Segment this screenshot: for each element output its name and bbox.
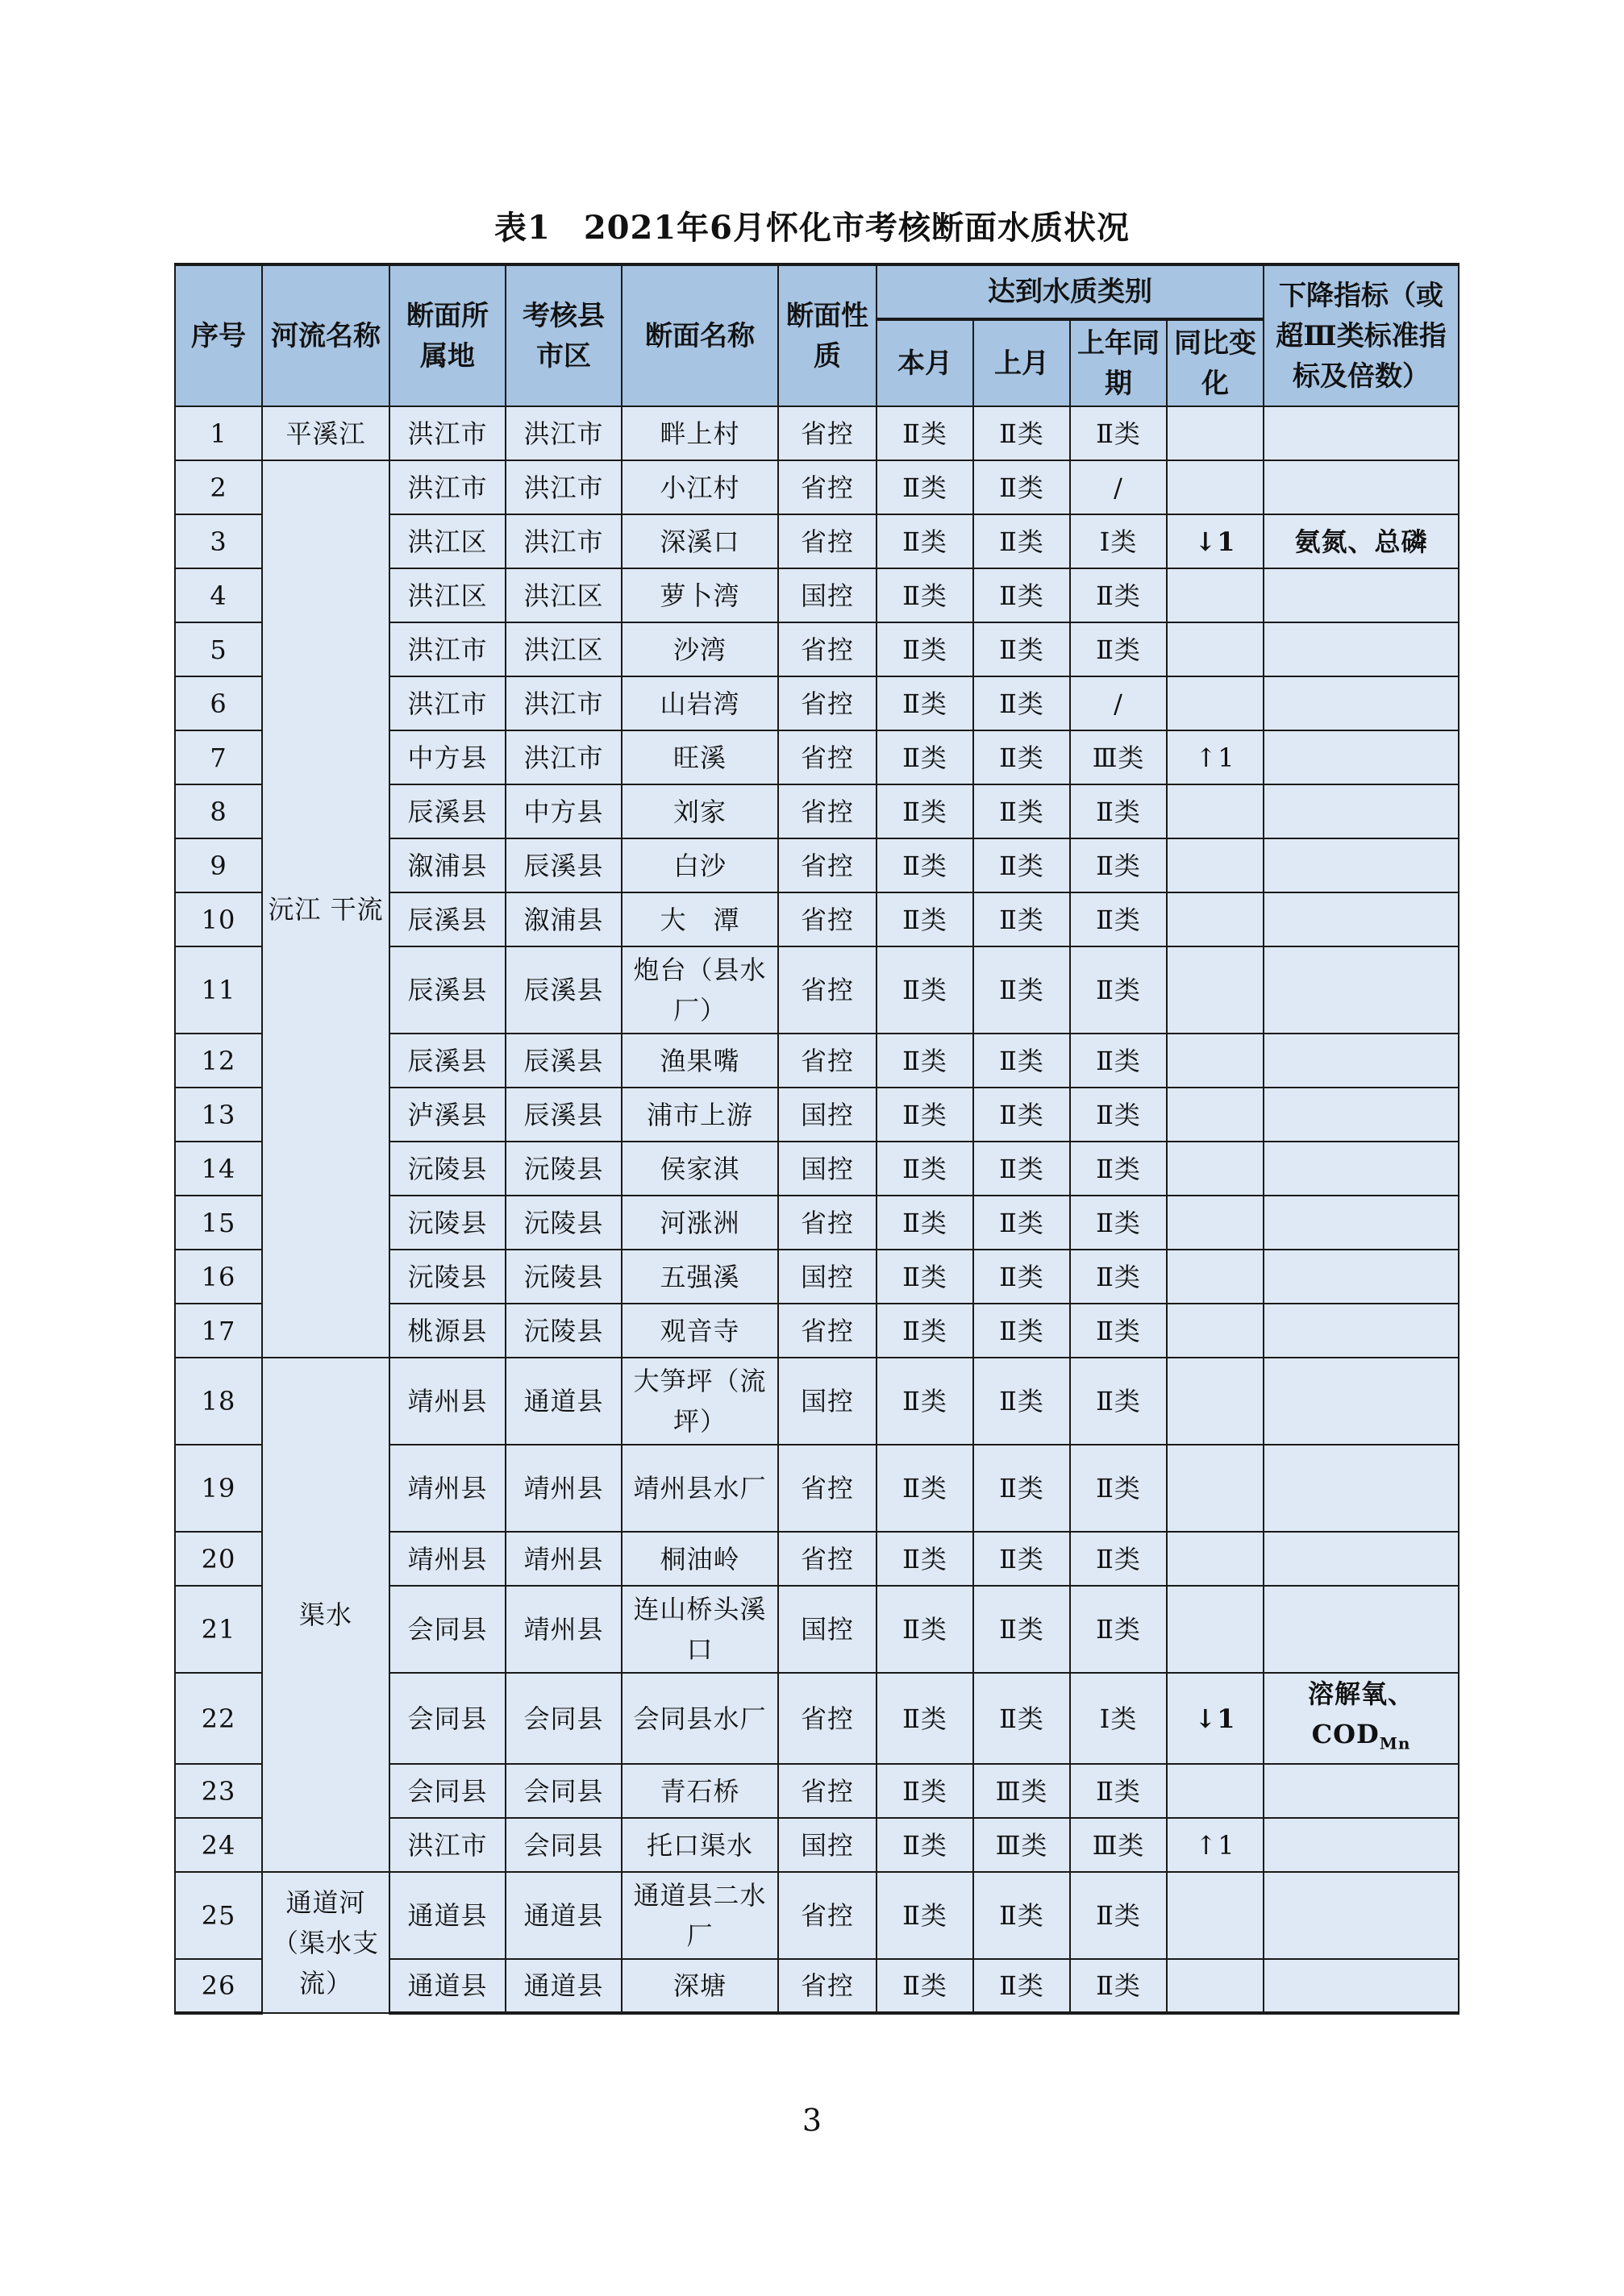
cell-location: 靖州县 xyxy=(389,1532,506,1586)
cell-indicator xyxy=(1264,460,1459,514)
cell-county: 洪江区 xyxy=(506,568,622,622)
cell-last-month: Ⅱ类 xyxy=(973,1586,1070,1673)
cell-last-year: Ⅱ类 xyxy=(1070,1142,1167,1196)
cell-seq: 4 xyxy=(175,568,262,622)
cell-last-year: Ⅱ类 xyxy=(1070,1959,1167,2013)
cell-section-name: 桐油岭 xyxy=(622,1532,778,1586)
cell-this-month: Ⅱ类 xyxy=(877,892,973,946)
cell-section-nature: 省控 xyxy=(778,838,877,892)
cell-last-year: Ⅱ类 xyxy=(1070,568,1167,622)
cell-last-year: Ⅱ类 xyxy=(1070,1088,1167,1142)
table-title: 表1 2021年6月怀化市考核断面水质状况 xyxy=(494,209,1130,247)
cell-county: 沅陵县 xyxy=(506,1142,622,1196)
cell-change: ↑1 xyxy=(1167,1818,1264,1872)
cell-section-name: 白沙 xyxy=(622,838,778,892)
cell-river: 沅江 干流 xyxy=(262,460,389,1358)
cell-river: 平溪江 xyxy=(262,406,389,460)
cell-this-month: Ⅱ类 xyxy=(877,514,973,568)
cell-location: 泸溪县 xyxy=(389,1088,506,1142)
cell-indicator xyxy=(1264,838,1459,892)
cell-last-year: Ⅰ类 xyxy=(1070,514,1167,568)
cell-change xyxy=(1167,838,1264,892)
cell-county: 辰溪县 xyxy=(506,838,622,892)
cell-section-nature: 国控 xyxy=(778,1586,877,1673)
cell-last-year: Ⅱ类 xyxy=(1070,1872,1167,1959)
cell-this-month: Ⅱ类 xyxy=(877,784,973,838)
cell-section-nature: 省控 xyxy=(778,892,877,946)
cell-location: 会同县 xyxy=(389,1673,506,1764)
cell-section-nature: 省控 xyxy=(778,1532,877,1586)
cell-section-name: 通道县二水厂 xyxy=(622,1872,778,1959)
cell-this-month: Ⅱ类 xyxy=(877,460,973,514)
cell-last-month: Ⅱ类 xyxy=(973,1142,1070,1196)
cell-last-month: Ⅱ类 xyxy=(973,460,1070,514)
cell-county: 沅陵县 xyxy=(506,1304,622,1358)
cell-section-nature: 省控 xyxy=(778,784,877,838)
cell-change xyxy=(1167,406,1264,460)
cell-section-nature: 省控 xyxy=(778,406,877,460)
cell-section-nature: 国控 xyxy=(778,1818,877,1872)
cell-county: 洪江市 xyxy=(506,406,622,460)
cell-last-month: Ⅲ类 xyxy=(973,1764,1070,1818)
cell-change xyxy=(1167,676,1264,730)
cell-this-month: Ⅱ类 xyxy=(877,1445,973,1532)
cell-location: 中方县 xyxy=(389,730,506,784)
cell-location: 辰溪县 xyxy=(389,784,506,838)
cell-last-month: Ⅱ类 xyxy=(973,730,1070,784)
cell-section-nature: 省控 xyxy=(778,676,877,730)
cell-change xyxy=(1167,892,1264,946)
cell-section-nature: 省控 xyxy=(778,1872,877,1959)
cell-last-month: Ⅲ类 xyxy=(973,1818,1070,1872)
cell-section-nature: 省控 xyxy=(778,514,877,568)
cell-section-name: 沙湾 xyxy=(622,622,778,676)
water-quality-table xyxy=(174,263,1460,2015)
cell-county: 通道县 xyxy=(506,1959,622,2013)
table-row xyxy=(175,1872,1459,1959)
cell-indicator xyxy=(1264,1250,1459,1304)
cell-last-month: Ⅱ类 xyxy=(973,1445,1070,1532)
cell-location: 洪江市 xyxy=(389,406,506,460)
cell-this-month: Ⅱ类 xyxy=(877,1959,973,2013)
cell-last-month: Ⅱ类 xyxy=(973,406,1070,460)
cell-seq: 20 xyxy=(175,1532,262,1586)
cell-change xyxy=(1167,1445,1264,1532)
cell-last-month: Ⅱ类 xyxy=(973,1250,1070,1304)
cell-seq: 13 xyxy=(175,1088,262,1142)
table-header xyxy=(175,264,1459,406)
page-number: 3 xyxy=(802,2103,822,2138)
cell-last-month: Ⅱ类 xyxy=(973,1532,1070,1586)
cell-county: 会同县 xyxy=(506,1764,622,1818)
cell-seq: 12 xyxy=(175,1034,262,1088)
cell-section-name: 山岩湾 xyxy=(622,676,778,730)
header-section-name: 断面名称 xyxy=(622,264,778,406)
cell-indicator xyxy=(1264,1088,1459,1142)
cell-indicator xyxy=(1264,1818,1459,1872)
cell-section-nature: 国控 xyxy=(778,1358,877,1445)
cell-last-year: Ⅱ类 xyxy=(1070,1445,1167,1532)
cell-last-year: Ⅲ类 xyxy=(1070,730,1167,784)
cell-section-name: 大笋坪（流坪） xyxy=(622,1358,778,1445)
cell-section-name: 五强溪 xyxy=(622,1250,778,1304)
cell-this-month: Ⅱ类 xyxy=(877,838,973,892)
cell-this-month: Ⅱ类 xyxy=(877,1358,973,1445)
cell-indicator xyxy=(1264,676,1459,730)
cell-location: 辰溪县 xyxy=(389,1034,506,1088)
cell-change xyxy=(1167,1764,1264,1818)
cell-last-year: / xyxy=(1070,676,1167,730)
cell-county: 辰溪县 xyxy=(506,1088,622,1142)
cell-river: 渠水 xyxy=(262,1358,389,1872)
cell-indicator xyxy=(1264,568,1459,622)
cell-county: 溆浦县 xyxy=(506,892,622,946)
cell-indicator xyxy=(1264,892,1459,946)
cell-last-month: Ⅱ类 xyxy=(973,784,1070,838)
cell-this-month: Ⅱ类 xyxy=(877,406,973,460)
cell-county: 中方县 xyxy=(506,784,622,838)
cell-indicator xyxy=(1264,1959,1459,2013)
cell-location: 会同县 xyxy=(389,1764,506,1818)
cell-county: 洪江区 xyxy=(506,622,622,676)
cell-seq: 6 xyxy=(175,676,262,730)
cell-section-nature: 省控 xyxy=(778,1196,877,1250)
cell-indicator xyxy=(1264,1586,1459,1673)
header-last-year: 上年同期 xyxy=(1070,319,1167,406)
header-indicator: 下降指标（或超Ⅲ类标准指标及倍数） xyxy=(1264,264,1459,406)
cell-section-name: 河涨洲 xyxy=(622,1196,778,1250)
cell-location: 洪江市 xyxy=(389,460,506,514)
cell-last-year: Ⅱ类 xyxy=(1070,406,1167,460)
cell-last-month: Ⅱ类 xyxy=(973,1034,1070,1088)
cell-section-nature: 国控 xyxy=(778,1250,877,1304)
cell-section-name: 托口渠水 xyxy=(622,1818,778,1872)
cell-indicator xyxy=(1264,1304,1459,1358)
cell-last-year: Ⅱ类 xyxy=(1070,1358,1167,1445)
cell-this-month: Ⅱ类 xyxy=(877,946,973,1034)
cell-indicator xyxy=(1264,406,1459,460)
cell-seq: 14 xyxy=(175,1142,262,1196)
indicator-text: 溶解氧、 xyxy=(1307,1678,1414,1709)
cell-change xyxy=(1167,1959,1264,2013)
cell-county: 靖州县 xyxy=(506,1445,622,1532)
cell-change xyxy=(1167,1872,1264,1959)
cell-change xyxy=(1167,1304,1264,1358)
cell-section-name: 侯家淇 xyxy=(622,1142,778,1196)
cell-this-month: Ⅱ类 xyxy=(877,1196,973,1250)
cell-seq: 18 xyxy=(175,1358,262,1445)
header-location: 断面所属地 xyxy=(389,264,506,406)
cell-last-year: Ⅱ类 xyxy=(1070,1532,1167,1586)
cell-change xyxy=(1167,946,1264,1034)
header-river: 河流名称 xyxy=(262,264,389,406)
cell-indicator xyxy=(1264,1445,1459,1532)
cell-last-year: Ⅱ类 xyxy=(1070,1586,1167,1673)
cell-change xyxy=(1167,1142,1264,1196)
cell-this-month: Ⅱ类 xyxy=(877,1250,973,1304)
cell-seq: 25 xyxy=(175,1872,262,1959)
cell-section-nature: 省控 xyxy=(778,1959,877,2013)
cell-section-name: 浦市上游 xyxy=(622,1088,778,1142)
cell-change xyxy=(1167,1196,1264,1250)
cell-section-nature: 国控 xyxy=(778,568,877,622)
cell-location: 辰溪县 xyxy=(389,892,506,946)
cell-section-nature: 省控 xyxy=(778,1445,877,1532)
cell-seq: 10 xyxy=(175,892,262,946)
header-category-group: 达到水质类别 xyxy=(877,264,1264,319)
cell-county: 通道县 xyxy=(506,1872,622,1959)
cell-this-month: Ⅱ类 xyxy=(877,1304,973,1358)
cell-section-name: 观音寺 xyxy=(622,1304,778,1358)
cell-last-month: Ⅱ类 xyxy=(973,1358,1070,1445)
cell-indicator xyxy=(1264,1532,1459,1586)
cell-indicator xyxy=(1264,730,1459,784)
cell-change xyxy=(1167,1532,1264,1586)
cell-last-year: Ⅱ类 xyxy=(1070,1764,1167,1818)
cell-seq: 11 xyxy=(175,946,262,1034)
cell-last-month: Ⅱ类 xyxy=(973,1673,1070,1764)
cell-section-name: 连山桥头溪口 xyxy=(622,1586,778,1673)
cell-change xyxy=(1167,568,1264,622)
cell-section-nature: 省控 xyxy=(778,1764,877,1818)
cell-last-month: Ⅱ类 xyxy=(973,622,1070,676)
cell-last-month: Ⅱ类 xyxy=(973,1959,1070,2013)
cell-last-year: Ⅱ类 xyxy=(1070,622,1167,676)
cell-seq: 9 xyxy=(175,838,262,892)
cell-section-nature: 国控 xyxy=(778,1088,877,1142)
cell-section-name: 青石桥 xyxy=(622,1764,778,1818)
cell-section-nature: 省控 xyxy=(778,730,877,784)
cell-section-name: 深溪口 xyxy=(622,514,778,568)
cell-county: 会同县 xyxy=(506,1673,622,1764)
cell-seq: 23 xyxy=(175,1764,262,1818)
cell-location: 洪江市 xyxy=(389,676,506,730)
header-county: 考核县市区 xyxy=(506,264,622,406)
header-change: 同比变化 xyxy=(1167,319,1264,406)
cell-last-year: Ⅱ类 xyxy=(1070,838,1167,892)
cell-county: 沅陵县 xyxy=(506,1250,622,1304)
cell-this-month: Ⅱ类 xyxy=(877,1142,973,1196)
cell-last-month: Ⅱ类 xyxy=(973,1304,1070,1358)
cell-last-year: Ⅱ类 xyxy=(1070,1034,1167,1088)
cell-seq: 15 xyxy=(175,1196,262,1250)
cell-indicator xyxy=(1264,1358,1459,1445)
cell-this-month: Ⅱ类 xyxy=(877,1818,973,1872)
cell-location: 通道县 xyxy=(389,1959,506,2013)
cell-last-month: Ⅱ类 xyxy=(973,946,1070,1034)
cell-indicator xyxy=(1264,622,1459,676)
table-row xyxy=(175,406,1459,460)
cell-county: 洪江市 xyxy=(506,514,622,568)
cell-change xyxy=(1167,622,1264,676)
cell-last-year: Ⅰ类 xyxy=(1070,1673,1167,1764)
cell-location: 辰溪县 xyxy=(389,946,506,1034)
cell-last-year: Ⅱ类 xyxy=(1070,1304,1167,1358)
cell-county: 洪江市 xyxy=(506,460,622,514)
cell-location: 桃源县 xyxy=(389,1304,506,1358)
cell-indicator xyxy=(1264,1673,1459,1764)
cell-county: 通道县 xyxy=(506,1358,622,1445)
cell-seq: 2 xyxy=(175,460,262,514)
cell-change xyxy=(1167,1250,1264,1304)
indicator-cod: COD xyxy=(1311,1719,1380,1749)
cell-last-year: Ⅲ类 xyxy=(1070,1818,1167,1872)
indicator-cod-subscript: Mn xyxy=(1379,1733,1411,1753)
cell-location: 通道县 xyxy=(389,1872,506,1959)
cell-this-month: Ⅱ类 xyxy=(877,568,973,622)
cell-seq: 3 xyxy=(175,514,262,568)
cell-location: 洪江区 xyxy=(389,568,506,622)
cell-section-name: 靖州县水厂 xyxy=(622,1445,778,1532)
cell-location: 靖州县 xyxy=(389,1445,506,1532)
cell-location: 溆浦县 xyxy=(389,838,506,892)
cell-indicator xyxy=(1264,1034,1459,1088)
table-row xyxy=(175,460,1459,514)
table-row xyxy=(175,1358,1459,1445)
cell-location: 靖州县 xyxy=(389,1358,506,1445)
cell-section-nature: 省控 xyxy=(778,1304,877,1358)
cell-county: 洪江市 xyxy=(506,676,622,730)
cell-indicator xyxy=(1264,784,1459,838)
header-section-nature: 断面性质 xyxy=(778,264,877,406)
cell-county: 靖州县 xyxy=(506,1586,622,1673)
cell-location: 洪江市 xyxy=(389,1818,506,1872)
cell-change: ↓1 xyxy=(1167,514,1264,568)
cell-indicator xyxy=(1264,946,1459,1034)
cell-last-month: Ⅱ类 xyxy=(973,892,1070,946)
header-last-month: 上月 xyxy=(973,319,1070,406)
cell-indicator: 氨氮、总磷 xyxy=(1264,514,1459,568)
cell-section-nature: 省控 xyxy=(778,946,877,1034)
cell-section-nature: 国控 xyxy=(778,1142,877,1196)
cell-this-month: Ⅱ类 xyxy=(877,1764,973,1818)
cell-county: 会同县 xyxy=(506,1818,622,1872)
cell-section-name: 深塘 xyxy=(622,1959,778,2013)
cell-this-month: Ⅱ类 xyxy=(877,1872,973,1959)
cell-this-month: Ⅱ类 xyxy=(877,676,973,730)
cell-county: 辰溪县 xyxy=(506,1034,622,1088)
cell-last-month: Ⅱ类 xyxy=(973,568,1070,622)
cell-seq: 17 xyxy=(175,1304,262,1358)
cell-last-month: Ⅱ类 xyxy=(973,676,1070,730)
cell-change: ↑1 xyxy=(1167,730,1264,784)
cell-county: 沅陵县 xyxy=(506,1196,622,1250)
cell-section-nature: 省控 xyxy=(778,1673,877,1764)
cell-seq: 22 xyxy=(175,1673,262,1764)
cell-change: ↓1 xyxy=(1167,1673,1264,1764)
cell-river: 通道河（渠水支流） xyxy=(262,1872,389,2013)
cell-section-name: 大 潭 xyxy=(622,892,778,946)
cell-last-month: Ⅱ类 xyxy=(973,514,1070,568)
cell-this-month: Ⅱ类 xyxy=(877,1673,973,1764)
header-this-month: 本月 xyxy=(877,319,973,406)
cell-section-nature: 省控 xyxy=(778,622,877,676)
cell-section-name: 旺溪 xyxy=(622,730,778,784)
cell-seq: 5 xyxy=(175,622,262,676)
cell-section-nature: 省控 xyxy=(778,460,877,514)
cell-location: 沅陵县 xyxy=(389,1250,506,1304)
cell-last-year: Ⅱ类 xyxy=(1070,892,1167,946)
cell-last-month: Ⅱ类 xyxy=(973,1196,1070,1250)
cell-seq: 24 xyxy=(175,1818,262,1872)
cell-seq: 7 xyxy=(175,730,262,784)
header-seq: 序号 xyxy=(175,264,262,406)
cell-section-name: 畔上村 xyxy=(622,406,778,460)
cell-section-name: 萝卜湾 xyxy=(622,568,778,622)
cell-change xyxy=(1167,784,1264,838)
cell-this-month: Ⅱ类 xyxy=(877,730,973,784)
cell-location: 会同县 xyxy=(389,1586,506,1673)
cell-change xyxy=(1167,1586,1264,1673)
cell-change xyxy=(1167,1034,1264,1088)
cell-section-name: 刘家 xyxy=(622,784,778,838)
cell-county: 辰溪县 xyxy=(506,946,622,1034)
cell-indicator xyxy=(1264,1142,1459,1196)
cell-this-month: Ⅱ类 xyxy=(877,1034,973,1088)
cell-this-month: Ⅱ类 xyxy=(877,622,973,676)
cell-county: 洪江市 xyxy=(506,730,622,784)
cell-location: 洪江区 xyxy=(389,514,506,568)
cell-location: 洪江市 xyxy=(389,622,506,676)
cell-this-month: Ⅱ类 xyxy=(877,1532,973,1586)
cell-change xyxy=(1167,1088,1264,1142)
cell-last-month: Ⅱ类 xyxy=(973,1872,1070,1959)
cell-last-year: Ⅱ类 xyxy=(1070,784,1167,838)
cell-seq: 21 xyxy=(175,1586,262,1673)
cell-section-name: 渔果嘴 xyxy=(622,1034,778,1088)
cell-section-name: 小江村 xyxy=(622,460,778,514)
cell-section-name: 炮台（县水厂） xyxy=(622,946,778,1034)
cell-change xyxy=(1167,460,1264,514)
cell-section-name: 会同县水厂 xyxy=(622,1673,778,1764)
cell-seq: 16 xyxy=(175,1250,262,1304)
cell-last-month: Ⅱ类 xyxy=(973,838,1070,892)
cell-indicator xyxy=(1264,1196,1459,1250)
cell-this-month: Ⅱ类 xyxy=(877,1586,973,1673)
cell-seq: 26 xyxy=(175,1959,262,2013)
cell-last-year: Ⅱ类 xyxy=(1070,1196,1167,1250)
cell-location: 沅陵县 xyxy=(389,1142,506,1196)
cell-seq: 8 xyxy=(175,784,262,838)
cell-change xyxy=(1167,1358,1264,1445)
cell-seq: 19 xyxy=(175,1445,262,1532)
cell-last-year: / xyxy=(1070,460,1167,514)
cell-last-year: Ⅱ类 xyxy=(1070,946,1167,1034)
table-body xyxy=(175,406,1459,2013)
cell-location: 沅陵县 xyxy=(389,1196,506,1250)
cell-this-month: Ⅱ类 xyxy=(877,1088,973,1142)
cell-indicator xyxy=(1264,1872,1459,1959)
cell-county: 靖州县 xyxy=(506,1532,622,1586)
cell-last-month: Ⅱ类 xyxy=(973,1088,1070,1142)
cell-section-nature: 省控 xyxy=(778,1034,877,1088)
cell-indicator xyxy=(1264,1764,1459,1818)
cell-seq: 1 xyxy=(175,406,262,460)
cell-last-year: Ⅱ类 xyxy=(1070,1250,1167,1304)
